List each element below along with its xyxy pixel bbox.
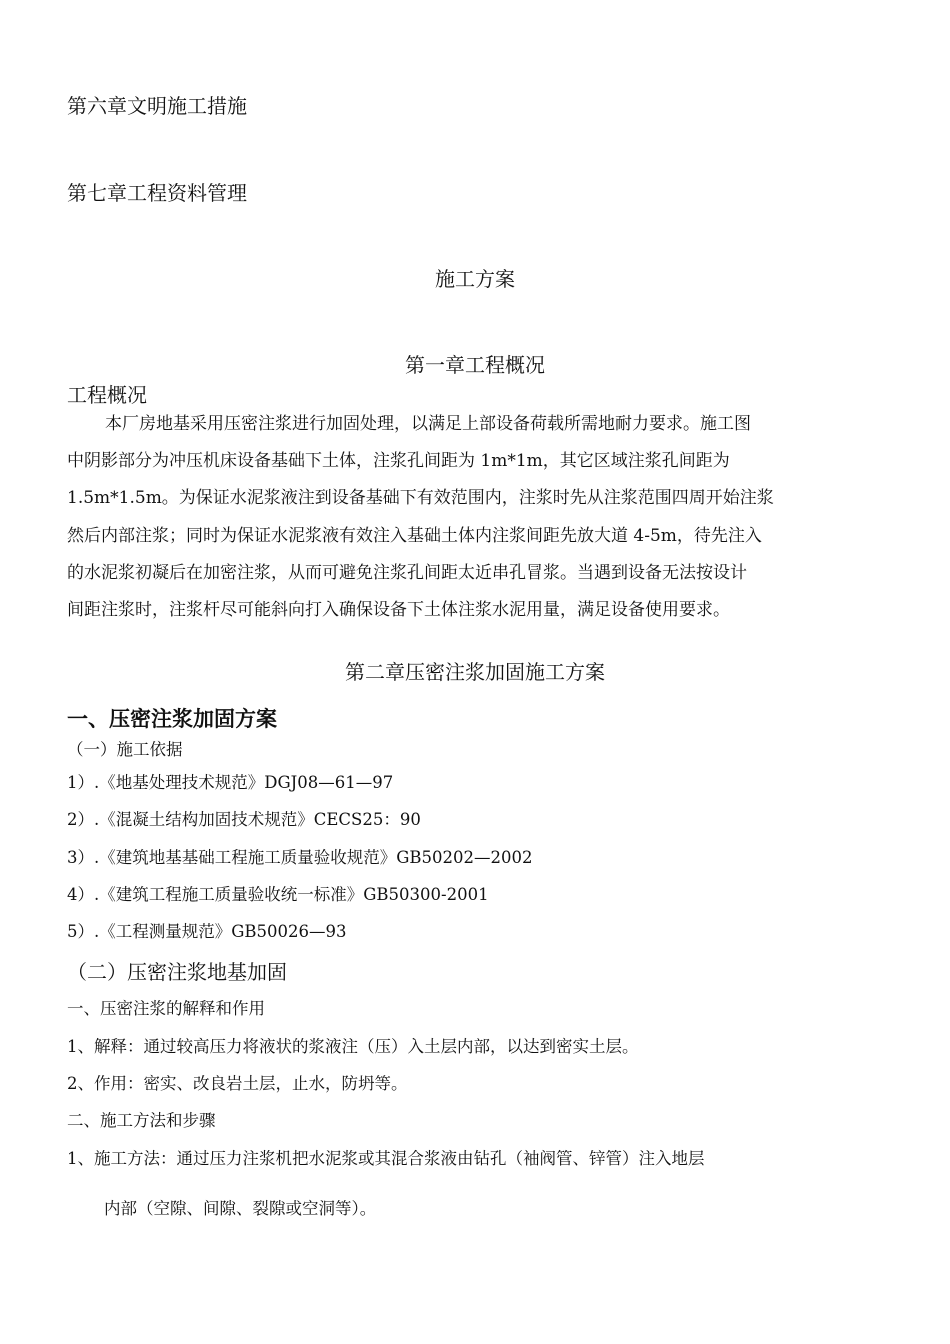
paragraph-line: 然后内部注浆；同时为保证水泥浆液有效注入基础土体内注浆间距先放大道 4-5m，待先注入 bbox=[67, 525, 762, 546]
method-item-continuation: 内部（空隙、间隙、裂隙或空洞等）。 bbox=[104, 1199, 377, 1218]
paragraph-line: 间距注浆时，注浆杆尽可能斜向打入确保设备下土体注浆水泥用量，满足设备使用要求。 bbox=[67, 600, 730, 621]
paragraph-line: 本厂房地基采用压密注浆进行加固处理，以满足上部设备荷载所需地耐力要求。施工图 bbox=[105, 414, 751, 434]
chapter-6-heading: 第六章文明施工措施 bbox=[67, 94, 247, 118]
document-title: 施工方案 bbox=[435, 267, 515, 291]
explain-title: 一、压密注浆的解释和作用 bbox=[67, 999, 265, 1018]
chapter-1-title: 第一章工程概况 bbox=[405, 353, 545, 377]
basis-title: （一）施工依据 bbox=[67, 740, 183, 759]
paragraph-line: 的水泥浆初凝后在加密注浆，从而可避免注浆孔间距太近串孔冒浆。当遇到设备无法按设计 bbox=[67, 562, 747, 583]
method-title: 二、施工方法和步骤 bbox=[67, 1111, 216, 1130]
section-1-heading: 一、压密注浆加固方案 bbox=[67, 707, 277, 731]
basis-item: 4）.《建筑工程施工质量验收统一标准》GB50300-2001 bbox=[67, 885, 489, 904]
explain-item: 1、解释：通过较高压力将液状的浆液注（压）入土层内部，以达到密实土层。 bbox=[67, 1037, 639, 1056]
paragraph-line: 1.5m*1.5m。为保证水泥浆液注到设备基础下有效范围内，注浆时先从注浆范围四周开始注浆 bbox=[67, 488, 774, 509]
basis-item: 2）.《混凝土结构加固技术规范》CECS25：90 bbox=[67, 810, 421, 829]
basis-item: 3）.《建筑地基基础工程施工质量验收规范》GB50202—2002 bbox=[67, 848, 533, 867]
basis-item: 5）.《工程测量规范》GB50026—93 bbox=[67, 922, 347, 941]
overview-heading: 工程概况 bbox=[67, 383, 147, 407]
reinforce-title: （二）压密注浆地基加固 bbox=[67, 960, 287, 984]
overview-paragraph bbox=[67, 406, 857, 629]
paragraph-line: 中阴影部分为冲压机床设备基础下土体，注浆孔间距为 1m*1m，其它区域注浆孔间距为 bbox=[67, 451, 730, 472]
chapter-7-heading: 第七章工程资料管理 bbox=[67, 181, 247, 205]
basis-item: 1）.《地基处理技术规范》DGJ08—61—97 bbox=[67, 773, 394, 792]
explain-item: 2、作用：密实、改良岩土层，止水，防坍等。 bbox=[67, 1074, 408, 1093]
chapter-2-title: 第二章压密注浆加固施工方案 bbox=[345, 660, 605, 684]
method-item: 1、施工方法：通过压力注浆机把水泥浆或其混合浆液由钻孔（袖阀管、锌管）注入地层 bbox=[67, 1149, 705, 1168]
